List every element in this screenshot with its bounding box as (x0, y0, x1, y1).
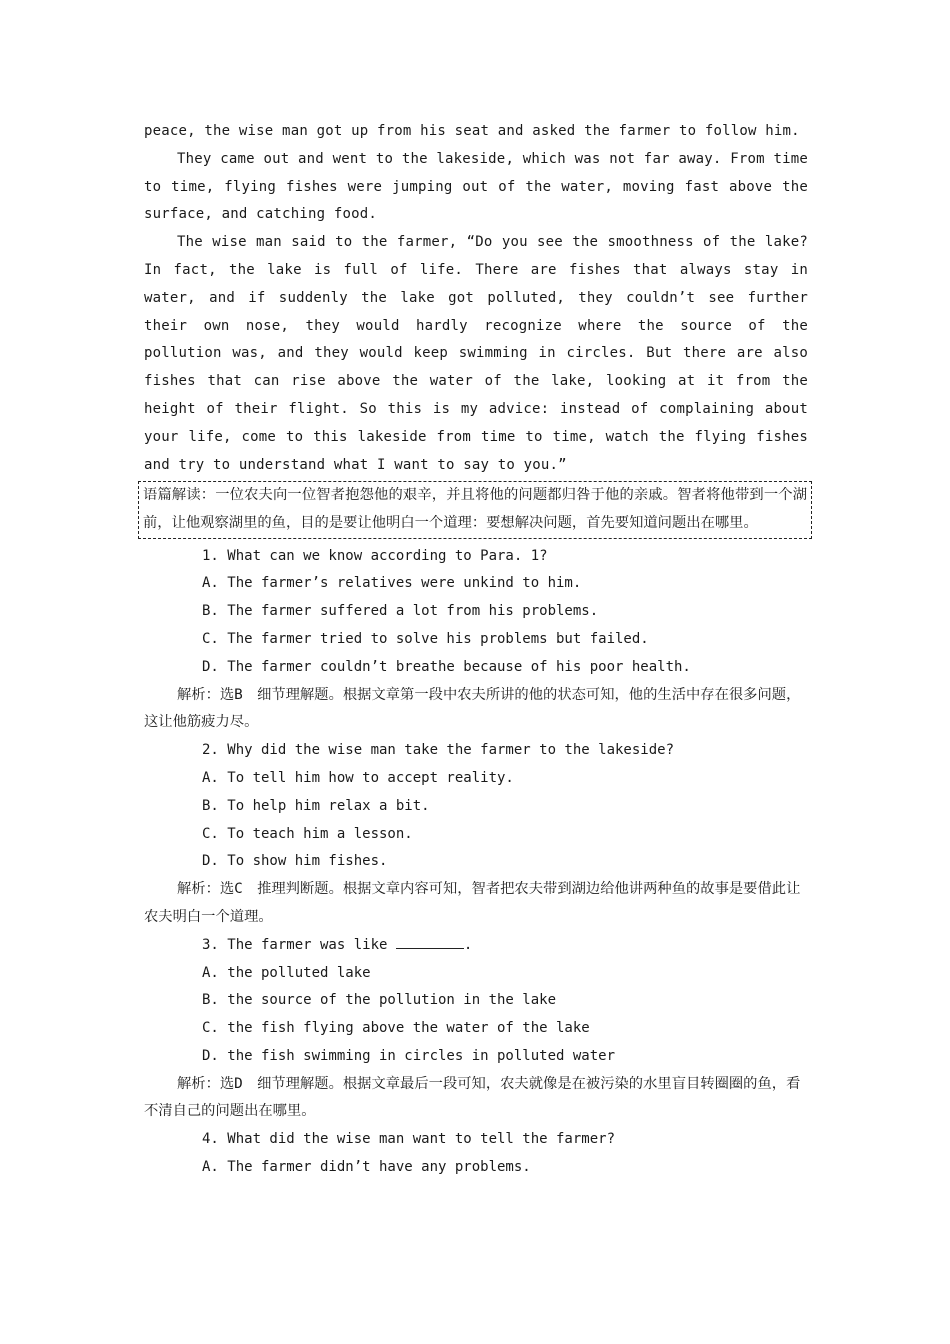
option-b: B. The farmer suffered a lot from his problems. (202, 603, 599, 620)
question-stem: 2. Why did the wise man take the farmer to the lakeside? (202, 742, 675, 759)
option-c: C. To teach him a lesson. (202, 825, 413, 842)
passage-paragraph: peace, the wise man got up from his seat and asked the farmer to follow him. (144, 123, 800, 139)
fill-blank (396, 934, 464, 949)
option-d: D. To show him fishes. (202, 853, 388, 870)
question-stem: 1. What can we know according to Para. 1? (202, 547, 548, 564)
option-a: A. the polluted lake (202, 964, 371, 981)
option-a: A. The farmer didn’t have any problems. (202, 1159, 531, 1176)
passage-paragraph: They came out and went to the lakeside, which was not far away. From time to time, flying fishes were jumping out of the water, moving fast above the surface, and catching food. (144, 150, 808, 223)
passage-paragraph: The wise man said to the farmer, “Do you see the smoothness of the lake? In fact, the lake is full of life. There are fishes that always stay in water, and if suddenly the lake got polluted, they couldn’t see further their own nose, they would hardly recognize where the source of the pollution was, and they would keep swimming in circles. But there are also fishes that can rise above the water of the lake, looking at it from the height of their flight. So this is my advice: instead of complaining about your life, come to this lakeside from time to time, watch the flying fishes and try to understand what I want to say to you.” (144, 234, 808, 473)
option-a: A. The farmer’s relatives were unkind to him. (202, 575, 582, 592)
option-d: D. the fish swimming in circles in polluted water (202, 1047, 616, 1064)
option-b: B. the source of the pollution in the lake (202, 992, 557, 1009)
stem-prefix: 3. The farmer was like (202, 936, 396, 953)
question-3 (144, 932, 808, 1127)
question-1 (144, 543, 808, 738)
option-b: B. To help him relax a bit. (202, 797, 430, 814)
question-2 (144, 737, 808, 932)
summary-box (138, 481, 812, 538)
question-4 (144, 1126, 808, 1182)
summary-text: 语篇解读：一位农夫向一位智者抱怨他的艰辛，并且将他的问题都归咎于他的亲戚。智者将他带到一个湖前，让他观察湖里的鱼，目的是要让他明白一个道理：要想解决问题，首先要知道问题出在哪里。 (143, 487, 807, 531)
answer-explanation: 解析：选B 细节理解题。根据文章第一段中农夫所讲的他的状态可知，他的生活中存在很多问题，这让他筋疲力尽。 (144, 686, 801, 731)
option-c: C. The farmer tried to solve his problems but failed. (202, 630, 649, 647)
answer-explanation: 解析：选D 细节理解题。根据文章最后一段可知，农夫就像是在被污染的水里盲目转圈圈的鱼，看不清自己的问题出在哪里。 (144, 1075, 801, 1120)
option-a: A. To tell him how to accept reality. (202, 769, 514, 786)
answer-explanation: 解析：选C 推理判断题。根据文章内容可知，智者把农夫带到湖边给他讲两种鱼的故事是要借此让农夫明白一个道理。 (144, 881, 801, 925)
question-stem: 4. What did the wise man want to tell the farmer? (202, 1131, 616, 1148)
question-stem (144, 932, 808, 960)
option-d: D. The farmer couldn’t breathe because of his poor health. (202, 658, 691, 675)
document-page (144, 118, 808, 1182)
option-c: C. the fish flying above the water of the lake (202, 1020, 590, 1037)
stem-suffix: . (463, 936, 473, 953)
